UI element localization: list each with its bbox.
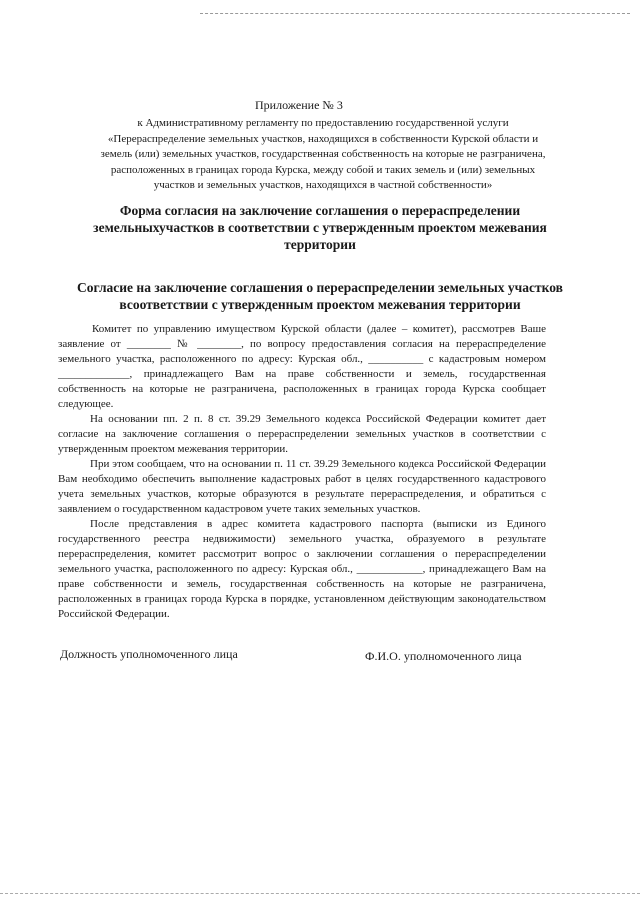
form-title <box>70 202 570 253</box>
appendix-line: «Перераспределение земельных участков, находящихся в собственности Курской области и <box>107 132 539 145</box>
signature-name: Ф.И.О. уполномоченного лица <box>365 649 522 663</box>
scan-edge-bottom <box>0 893 640 894</box>
paragraph-cadastral-works: При этом сообщаем, что на основании п. 11 ст. 39.29 Земельного кодекса Российской Федерации Вам необходимо обеспечить выполнение кадастровых работ в целях государственного кадастрового учета земельных участков, которые образуются в результате перераспределения, и обратиться с заявлением о государственном кадастровом учете таких земельных участков. <box>58 458 546 515</box>
scan-edge-top <box>200 13 630 14</box>
consent-title-line: Согласие на заключение соглашения о перераспределении земельных участков <box>77 280 563 295</box>
form-title-line: территории <box>284 237 356 252</box>
form-title-line: Форма согласия на заключение соглашения о перераспределении <box>119 203 521 218</box>
appendix-line: участков и земельных участков, находящихся в частной собственности» <box>153 179 493 191</box>
appendix-line: земель (или) земельных участков, государственная собственность на которые не разграничена, <box>100 148 546 160</box>
appendix-line: к Административному регламенту по предоставлению государственной услуги <box>137 117 509 129</box>
appendix-reference <box>58 116 588 194</box>
paragraph-consent: На основании пп. 2 п. 8 ст. 39.29 Земельного кодекса Российской Федерации комитет дает согласие на заключение соглашения о перераспределении земельных участков в соответствии с утвержденным проектом межевания территории. <box>58 413 546 455</box>
letter-body <box>58 322 546 622</box>
appendix-line: расположенных в границах города Курска, между собой и таких земель и (или) земельных <box>110 163 536 176</box>
signature-position: Должность уполномоченного лица <box>60 647 238 661</box>
appendix-title: Приложение № 3 <box>255 98 343 112</box>
consent-title-line: всоответствии с утвержденным проектом межевания территории <box>119 297 521 312</box>
paragraph-agreement: После представления в адрес комитета кадастрового паспорта (выписки из Единого государственного реестра недвижимости) земельного участка, образуемого в результате перераспределения, комитет рассмотрит вопрос о заключении соглашения о перераспределении земельного участка, расположенного по адресу: Курская обл., ____________, принадлежащего Вам на праве собственности и земель, государственная собственность на которые не разграничена, расположенных в границах города Курска в порядке, установленном действующим законодательством Российской Федерации. <box>58 518 546 620</box>
paragraph-request: Комитет по управлению имуществом Курской области (далее – комитет), рассмотрев Ваше заявление от ________ № ________, по вопросу предоставления согласия на перераспределение земельного участка, расположенного по адресу: Курская обл., __________ с кадастровым номером _____________, принадлежащего Вам на праве собственности и земель, государственная собственность на которые не разграничена, расположенных в границах города Курска сообщает следующее. <box>58 323 546 410</box>
consent-title <box>60 279 580 313</box>
form-title-line: земельныхучастков в соответствии с утвержденным проектом межевания <box>93 220 547 235</box>
